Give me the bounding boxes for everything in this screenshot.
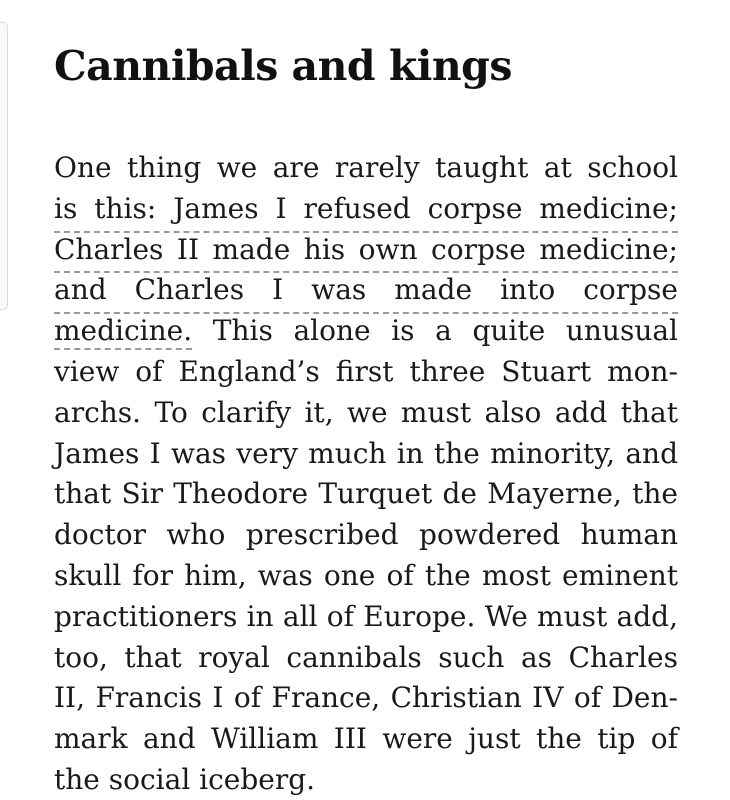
- highlight-segment[interactable]: and Charles I was made into corpse: [54, 270, 678, 314]
- side-panel-handle[interactable]: [0, 22, 8, 310]
- text-line-highlighted[interactable]: [54, 230, 678, 271]
- text-line: One thing we are rarely taught at school: [54, 151, 678, 184]
- highlight-segment[interactable]: medicine.: [54, 314, 192, 350]
- highlight-segment[interactable]: Charles II made his own corpse medicine;: [54, 230, 678, 274]
- highlight-segment[interactable]: is this: James I refused corpse medicine;: [54, 189, 678, 233]
- text-line-highlighted[interactable]: [54, 189, 678, 230]
- text-line: that Sir Theodore Turquet de Mayerne, the: [54, 477, 678, 511]
- text-line: [54, 311, 678, 352]
- text-line: skull for him, was one of the most eminent: [54, 558, 678, 592]
- text-fragment: This alone is a quite unusual: [192, 314, 678, 348]
- text-line: archs. To clarify it, we must also add that: [54, 395, 678, 429]
- text-line: James I was very much in the minority, and: [54, 436, 678, 470]
- chapter-title: Cannibals and kings: [54, 42, 512, 90]
- article-body: [54, 148, 678, 800]
- text-line: II, Francis I of France, Christian IV of Den-: [54, 681, 678, 715]
- text-line: the social iceberg.: [54, 762, 316, 796]
- text-line: view of England’s first three Stuart mon-: [54, 354, 678, 388]
- text-line: too, that royal cannibals such as Charles: [54, 640, 678, 674]
- text-line-highlighted[interactable]: [54, 270, 678, 311]
- text-line: mark and William III were just the tip of: [54, 722, 678, 756]
- text-line: practitioners in all of Europe. We must add,: [54, 599, 678, 633]
- text-line: doctor who prescribed powdered human: [54, 518, 678, 552]
